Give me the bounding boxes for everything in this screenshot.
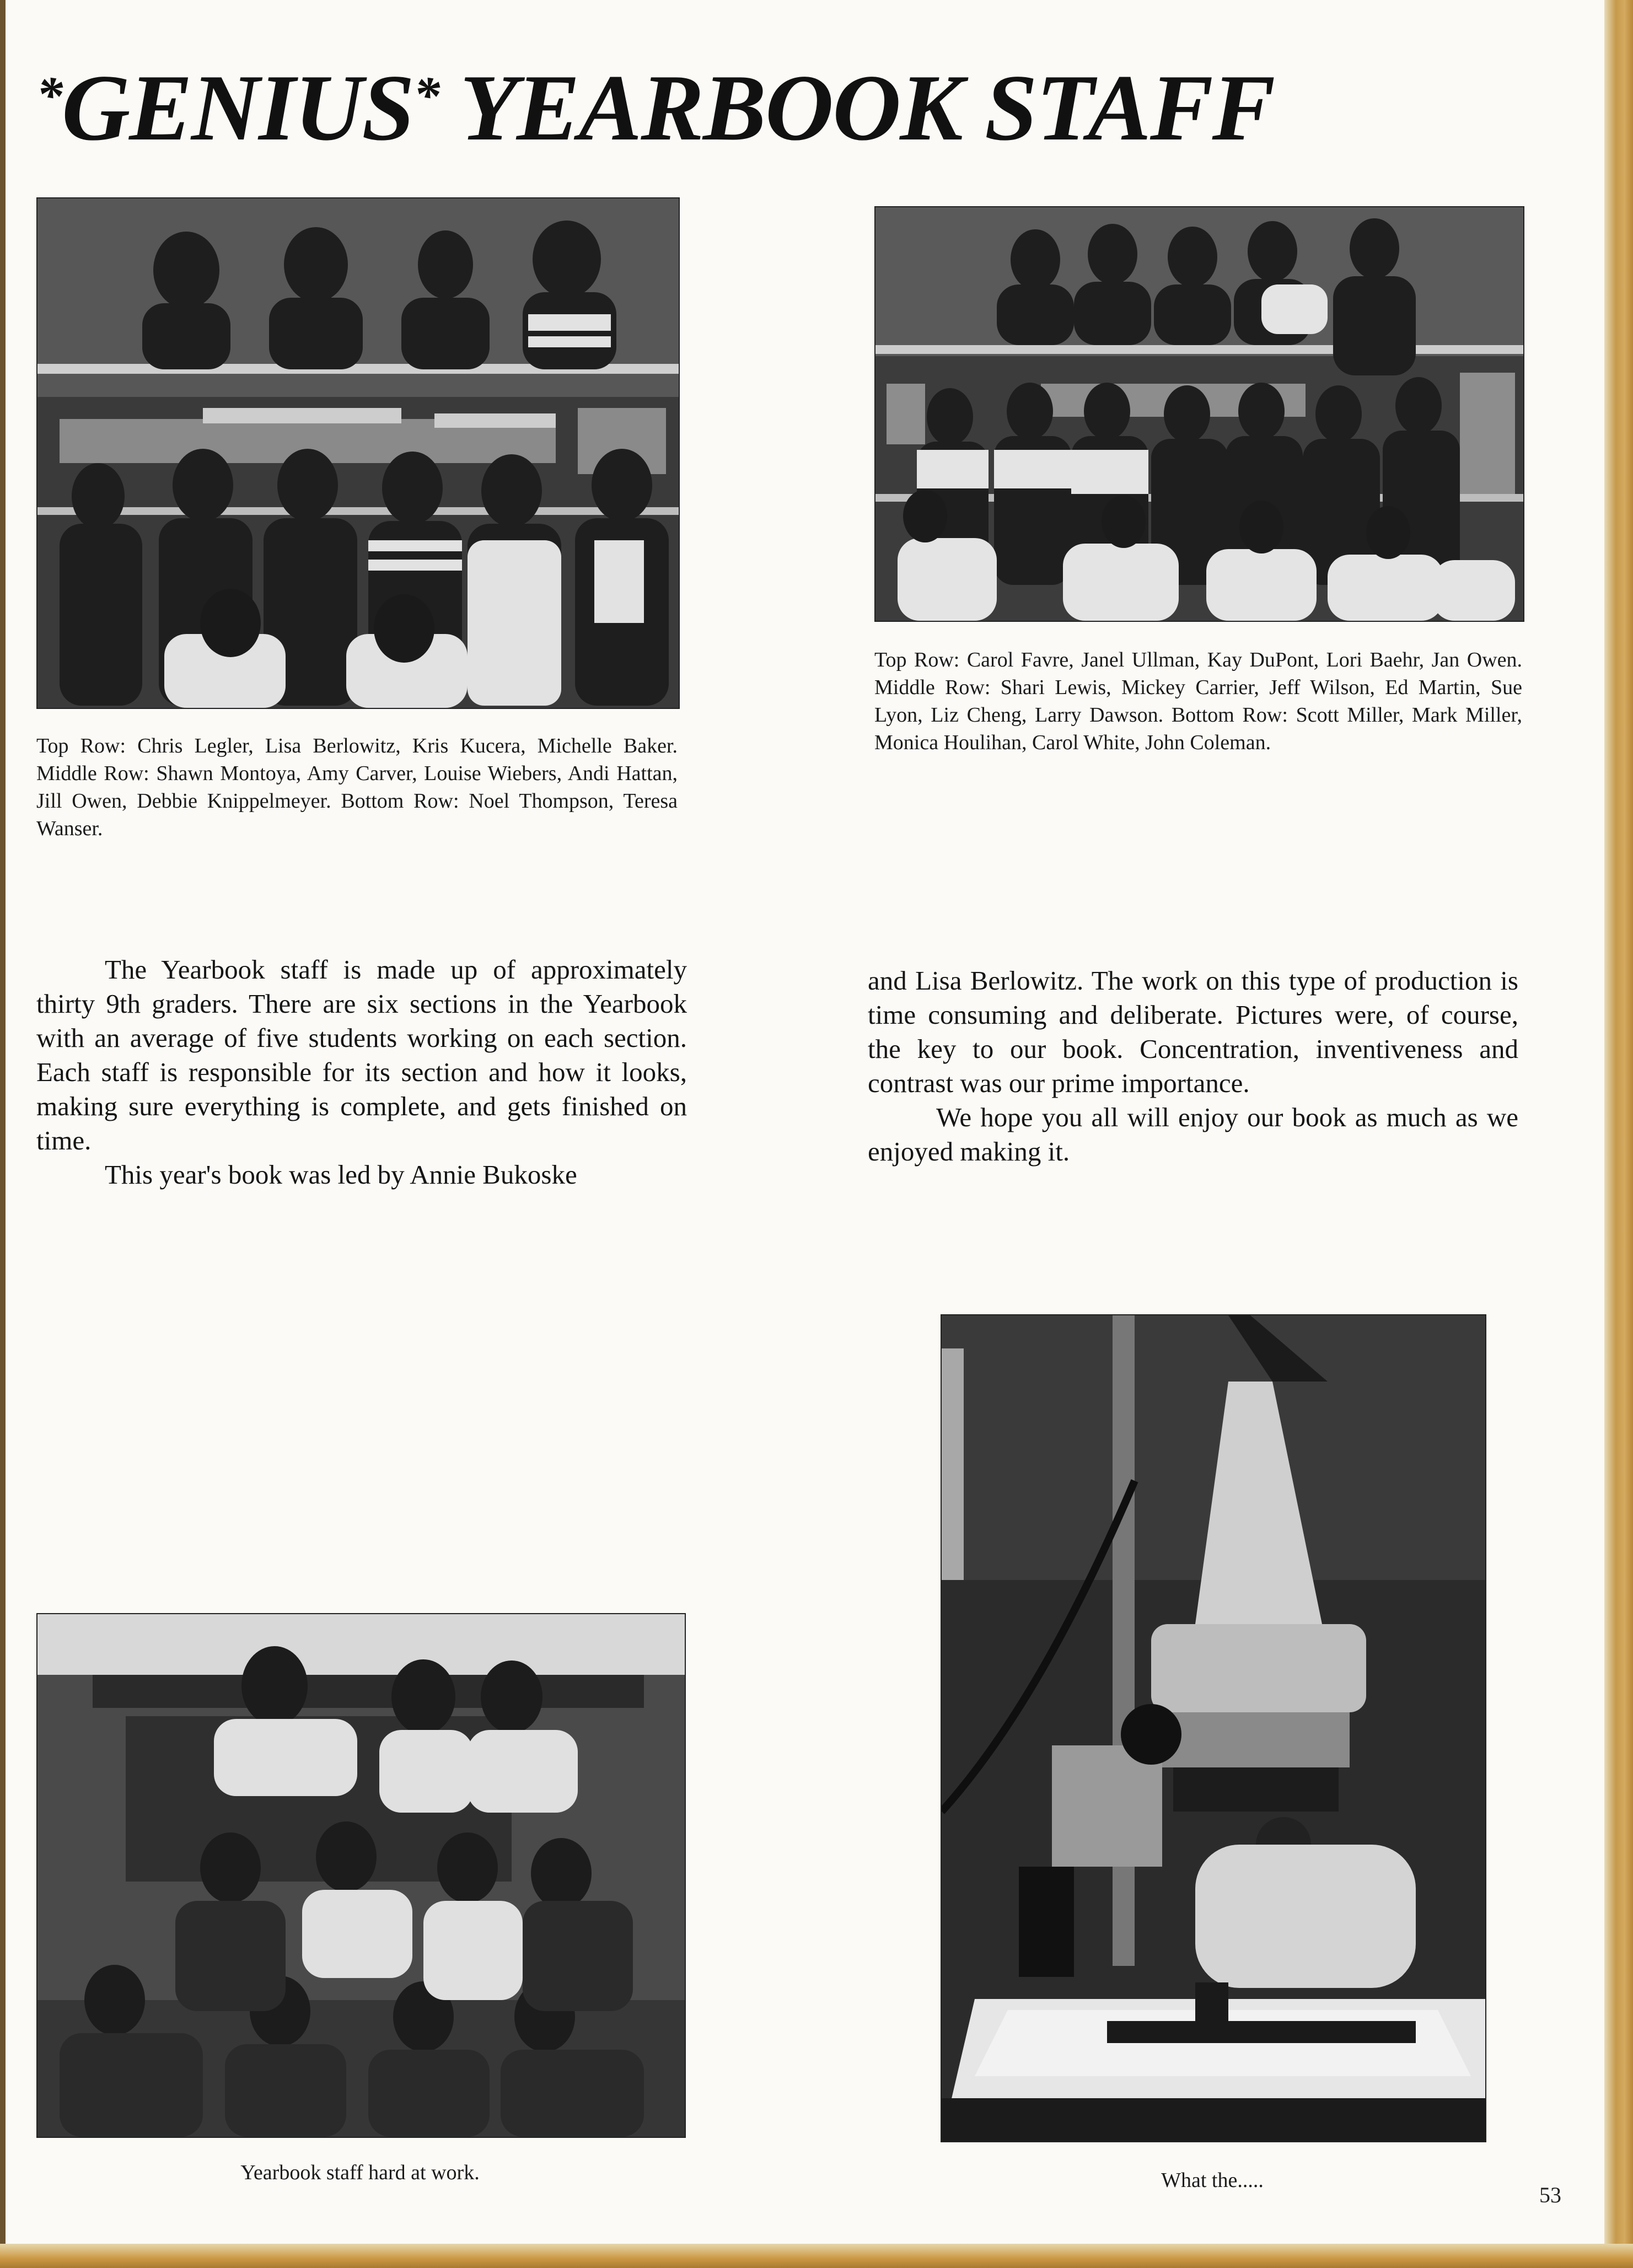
binding-edge	[0, 0, 6, 2268]
group-photo-right	[874, 206, 1524, 622]
title-genius: GENIUS	[62, 56, 413, 160]
enlarger-photo	[941, 1314, 1486, 2142]
caption-bottom-left: Yearbook staff hard at work.	[240, 2161, 480, 2184]
title-star-right: *	[413, 66, 439, 125]
article-paragraph: We hope you all will enjoy our book as much as we enjoyed making it.	[868, 1102, 1518, 1167]
article-column-1	[36, 953, 687, 1192]
article-paragraph: This year's book was led by Annie Bukoske	[105, 1159, 577, 1190]
article-paragraph: and Lisa Berlowitz. The work on this type of production is time consuming and deliberate. Pictures were, of course, the key to our book. Concentration, inventiveness and contrast was our prime importance.	[868, 965, 1518, 1098]
caption-top-right: Top Row: Carol Favre, Janel Ullman, Kay DuPont, Lori Baehr, Jan Owen. Middle Row: Shari Lewis, Mickey Carrier, Jeff Wilson, Ed Martin, Sue Lyon, Liz Cheng, Larry Dawson. Bottom Row: Scott Miller, Mark Miller, Monica Houlihan, Carol White, John Coleman.	[874, 648, 1522, 754]
article-paragraph: The Yearbook staff is made up of approximately thirty 9th graders. There are six sections in the Yearbook with an average of five students working on each section. Each staff is responsible for its section and how it looks, making sure everything is complete, and gets finished on time.	[36, 954, 687, 1156]
caption-bottom-right: What the.....	[1161, 2169, 1264, 2192]
group-photo-left	[36, 197, 680, 709]
page-edge-bottom	[0, 2244, 1633, 2268]
page-number: 53	[1539, 2183, 1561, 2207]
title-star-left: *	[36, 66, 62, 125]
caption-top-left: Top Row: Chris Legler, Lisa Berlowitz, Kris Kucera, Michelle Baker. Middle Row: Shawn Montoya, Amy Carver, Louise Wiebers, Andi Hattan, Jill Owen, Debbie Knippelmeyer. Bottom Row: Noel Thompson, Teresa Wanser.	[36, 734, 678, 840]
title-yearbook-staff: YEARBOOK STAFF	[459, 56, 1275, 160]
page-title	[36, 56, 1275, 160]
page-edge-right	[1604, 0, 1633, 2268]
article-column-2	[868, 964, 1518, 1169]
staff-pyramid-photo	[36, 1613, 686, 2138]
